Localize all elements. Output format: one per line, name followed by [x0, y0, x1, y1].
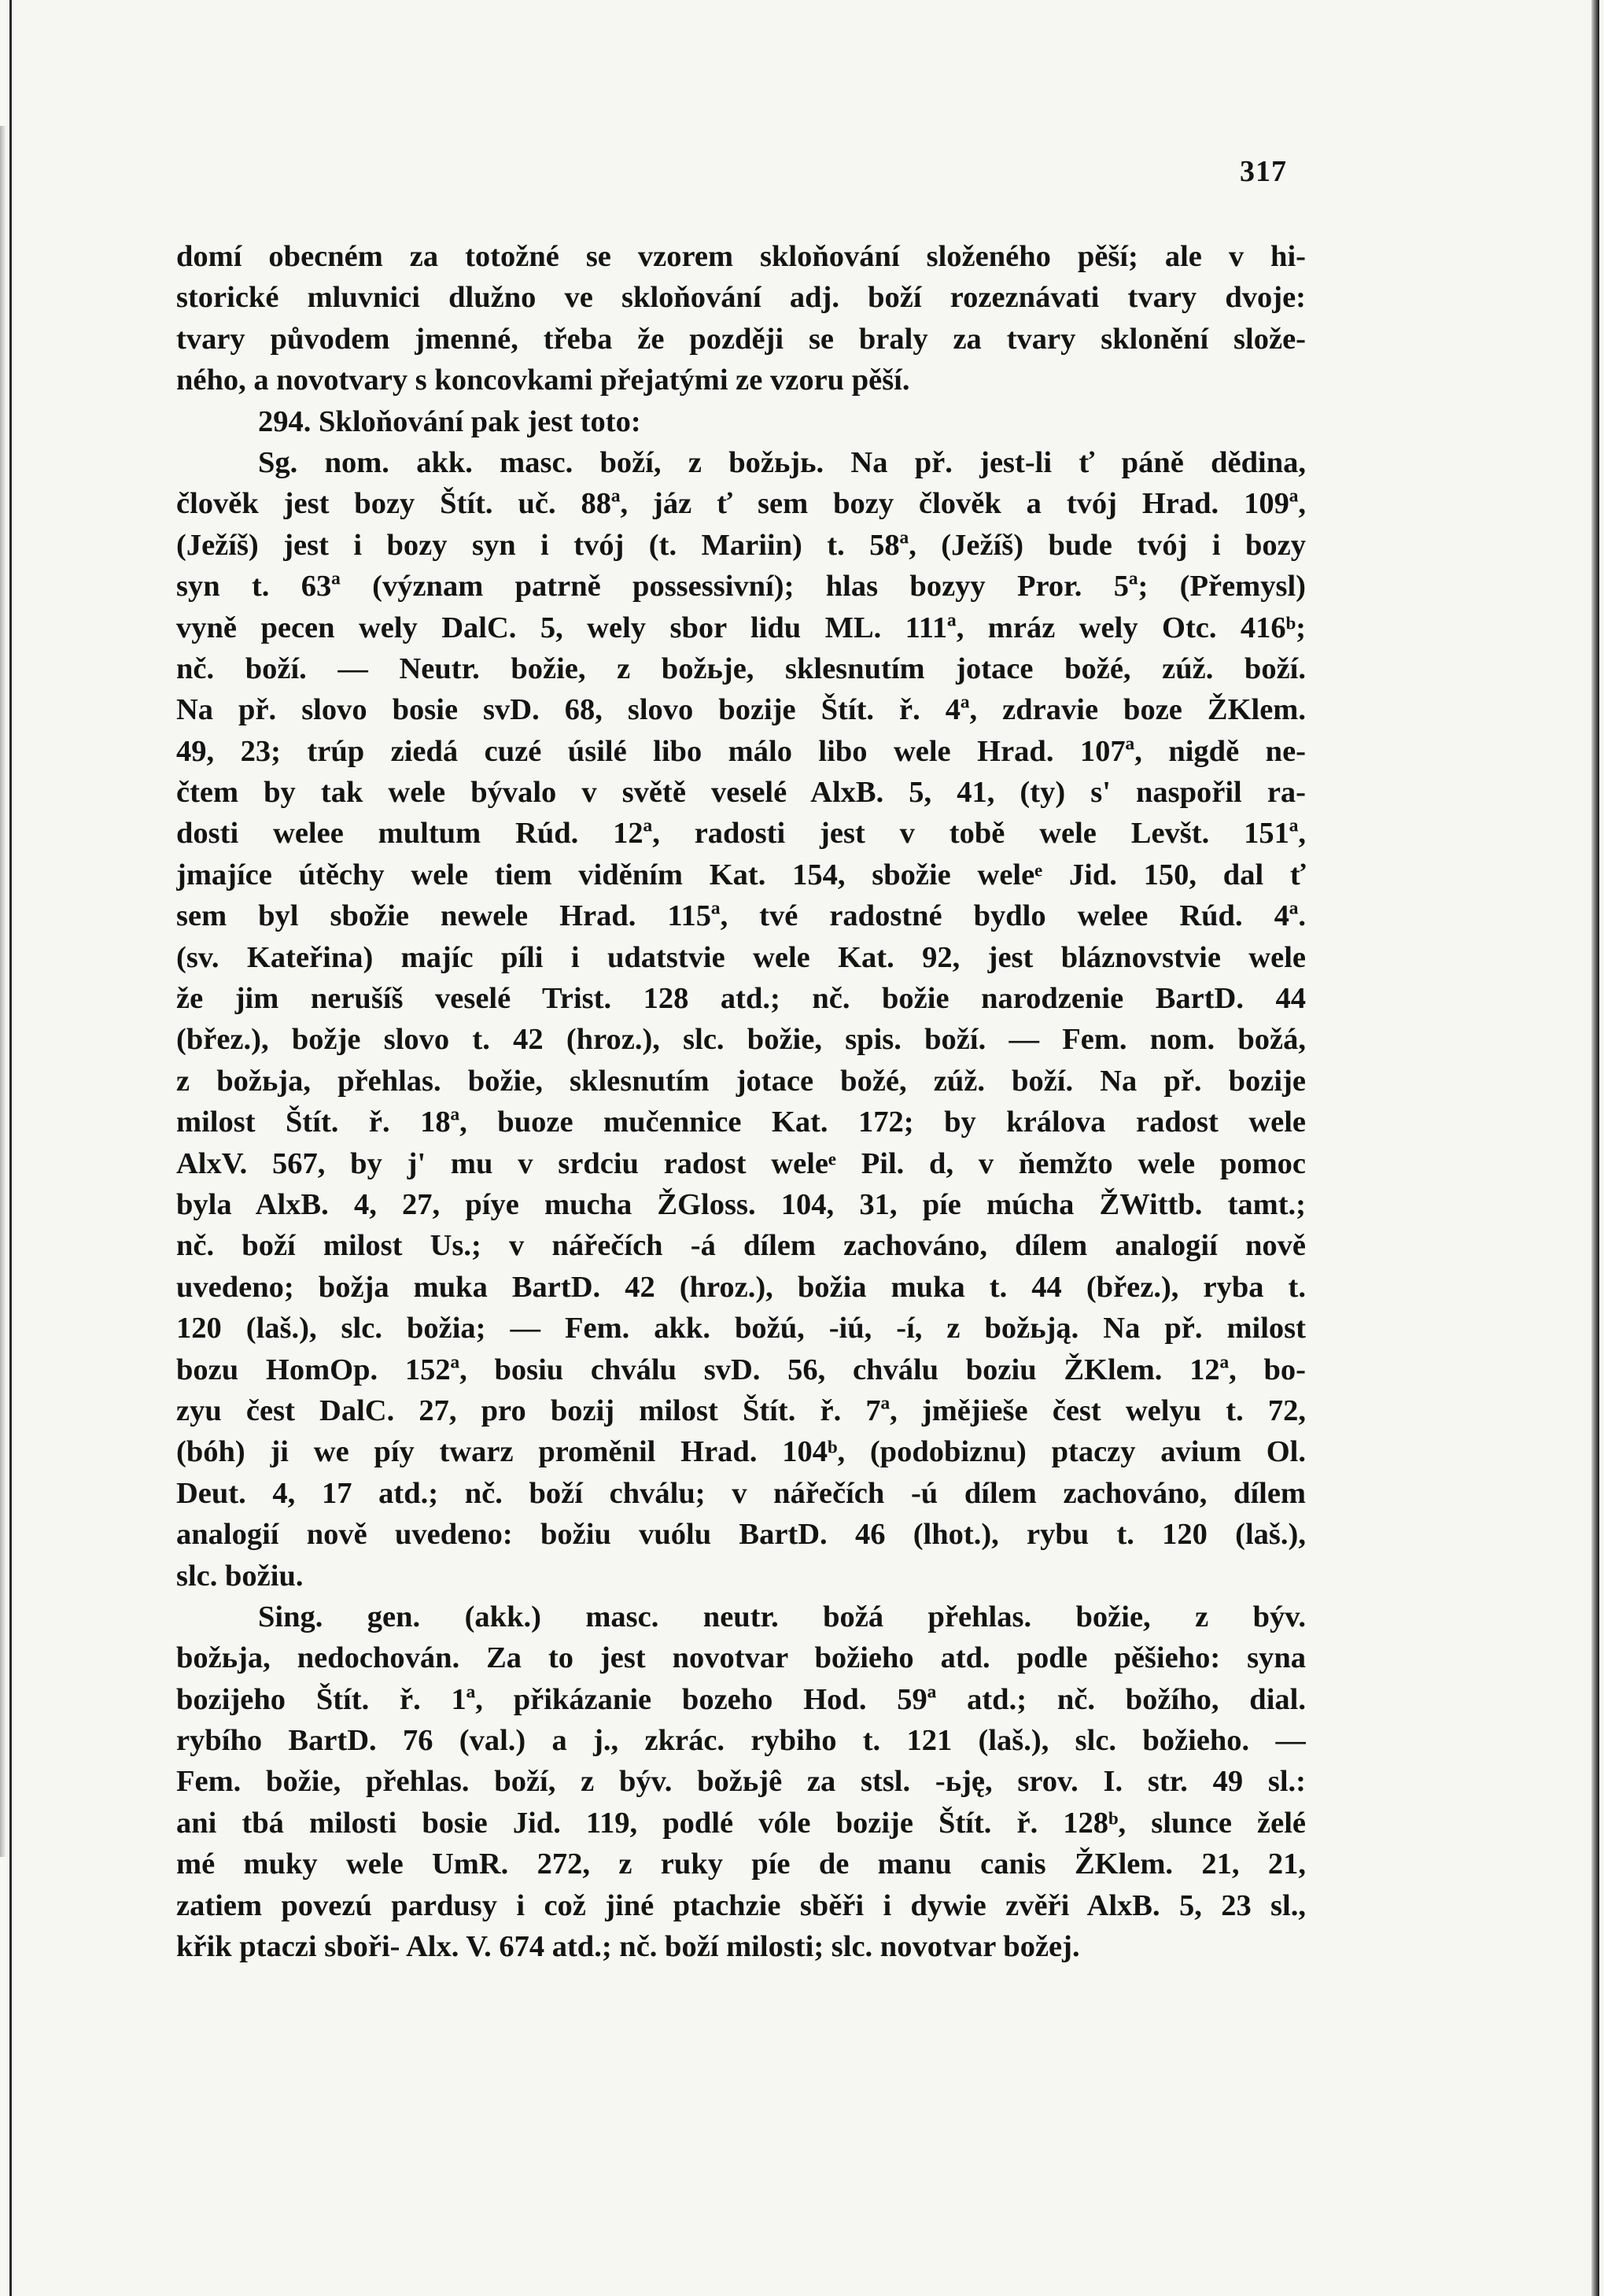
text-line: z božьja, přehlas. božie, sklesnutím jotace božé, zúž. boží. Na př. bozije [176, 1064, 1306, 1098]
text-line: analogií nově uvedeno: božiu vuólu BartD. 46 (lhot.), rybu t. 120 (laš.), [176, 1518, 1306, 1552]
text-line: (Ježíš) jest i bozy syn i tvój (t. Mariin) t. 58ª, (Ježíš) bude tvój i bozy [176, 528, 1306, 562]
text-line: Deut. 4, 17 atd.; nč. boží chválu; v nářečích -ú dílem zachováno, dílem [176, 1476, 1306, 1510]
text-line: ani tbá milosti bosie Jid. 119, podlé vóle bozije Štít. ř. 128ᵇ, slunce želé [176, 1806, 1306, 1840]
text-line: 120 (laš.), slc. božia; — Fem. akk. božú, -iú, -í, z božьją. Na př. milost [176, 1312, 1306, 1345]
text-line: (sv. Kateřina) majíc píli i udatstvie wele Kat. 92, jest bláznovstvie wele [176, 940, 1306, 974]
text-line: (bóh) ji we píy twarz proměnil Hrad. 104ᵇ, (podobiznu) ptaczy avium Ol. [176, 1435, 1306, 1469]
text-line: nč. boží. — Neutr. božie, z božьje, sklesnutím jotace božé, zúž. boží. [176, 652, 1306, 685]
text-line: zyu čest DalC. 27, pro bozij milost Štít. ř. 7ª, jmějieše čest welyu t. 72, [176, 1393, 1306, 1427]
text-line: 49, 23; trúp ziedá cuzé úsilé libo málo libo wele Hrad. 107ª, nigdě ne- [176, 734, 1306, 768]
text-line: rybího BartD. 76 (val.) a j., zkrác. rybiho t. 121 (laš.), slc. božieho. — [176, 1724, 1306, 1758]
text-line: byla AlxB. 4, 27, píye mucha ŽGloss. 104, 31, píe múcha ŽWittb. tamt.; [176, 1187, 1306, 1221]
section-heading-294: 294. Skloňování pak jest toto: [258, 404, 641, 438]
page-left-edge [9, 0, 12, 2296]
text-line: AlxV. 567, by j' mu v srdciu radost weleᵉ Pil. d, v ňemžto wele pomoc [176, 1146, 1306, 1180]
text-line: tvary původem jmenné, třeba že později se braly za tvary sklonění slože- [176, 322, 1306, 356]
text-line: Sg. nom. akk. masc. boží, z božьjь. Na př. jest-li ť páně dědina, [258, 445, 1306, 479]
page-right-edge [1591, 0, 1599, 2296]
text-line: zatiem povezú pardusy i což jiné ptachzie sběři i dywie zvěři AlxB. 5, 23 sl., [176, 1888, 1306, 1922]
text-line: slc. božiu. [176, 1559, 304, 1593]
text-line: dosti welee multum Rúd. 12ª, radosti jest v tobě wele Levšt. 151ª, [176, 817, 1306, 851]
text-line: syn t. 63ª (význam patrně possessivní); hlas bozyy Pror. 5ª; (Přemysl) [176, 570, 1306, 604]
body-text [176, 236, 1306, 1967]
text-line: uvedeno; božja muka BartD. 42 (hroz.), božia muka t. 44 (břez.), ryba t. [176, 1270, 1306, 1304]
text-line: že jim nerušíš veselé Trist. 128 atd.; nč. božie narodzenie BartD. 44 [176, 982, 1306, 1016]
text-line: nč. boží milost Us.; v nářečích -á dílem zachováno, dílem analogií nově [176, 1229, 1306, 1263]
text-line: domí obecném za totožné se vzorem skloňování složeného pěší; ale v hi- [176, 240, 1306, 273]
text-line: Sing. gen. (akk.) masc. neutr. božá přehlas. božie, z býv. [258, 1600, 1306, 1633]
binding-shadow [0, 126, 6, 1857]
text-line: božьja, nedochován. Za to jest novotvar božieho atd. podle pěšieho: syna [176, 1641, 1306, 1675]
text-line: vyně pecen wely DalC. 5, wely sbor lidu ML. 111ª, mráz wely Otc. 416ᵇ; [176, 611, 1306, 644]
text-line: sem byl sbožie newele Hrad. 115ª, tvé radostné bydlo welee Rúd. 4ª. [176, 899, 1306, 933]
page-number: 317 [1240, 155, 1287, 188]
text-line: storické mluvnici dlužno ve skloňování adj. boží rozeznávati tvary dvoje: [176, 281, 1306, 315]
text-line: Fem. božie, přehlas. boží, z býv. božьjê za stsl. -ьję, srov. I. str. 49 sl.: [176, 1765, 1306, 1799]
text-line: křik ptaczi sboři- Alx. V. 674 atd.; nč. boží milosti; slc. novotvar božej. [176, 1930, 1080, 1964]
text-line: bozu HomOp. 152ª, bosiu chválu svD. 56, chválu boziu ŽKlem. 12ª, bo- [176, 1353, 1306, 1386]
text-line: bozijeho Štít. ř. 1ª, přikázanie bozeho Hod. 59ª atd.; nč. božího, dial. [176, 1682, 1306, 1716]
text-line: jmajíce útěchy wele tiem viděním Kat. 154, sbožie weleᵉ Jid. 150, dal ť [176, 858, 1306, 891]
text-line: ného, a novotvary s koncovkami přejatými ze vzoru pěší. [176, 364, 910, 397]
text-line: Na př. slovo bosie svD. 68, slovo bozije Štít. ř. 4ª, zdravie boze ŽKlem. [176, 693, 1306, 727]
text-line: milost Štít. ř. 18ª, buoze mučennice Kat. 172; by králova radost wele [176, 1106, 1306, 1139]
text-line: čtem by tak wele bývalo v světě veselé AlxB. 5, 41, (ty) s' naspořil ra- [176, 776, 1306, 810]
text-line: mé muky wele UmR. 272, z ruky píe de manu canis ŽKlem. 21, 21, [176, 1848, 1306, 1881]
text-line: (břez.), božje slovo t. 42 (hroz.), slc. božie, spis. boží. — Fem. nom. božá, [176, 1023, 1306, 1057]
text-line: člověk jest bozy Štít. uč. 88ª, jáz ť sem bozy člověk a tvój Hrad. 109ª, [176, 487, 1306, 521]
